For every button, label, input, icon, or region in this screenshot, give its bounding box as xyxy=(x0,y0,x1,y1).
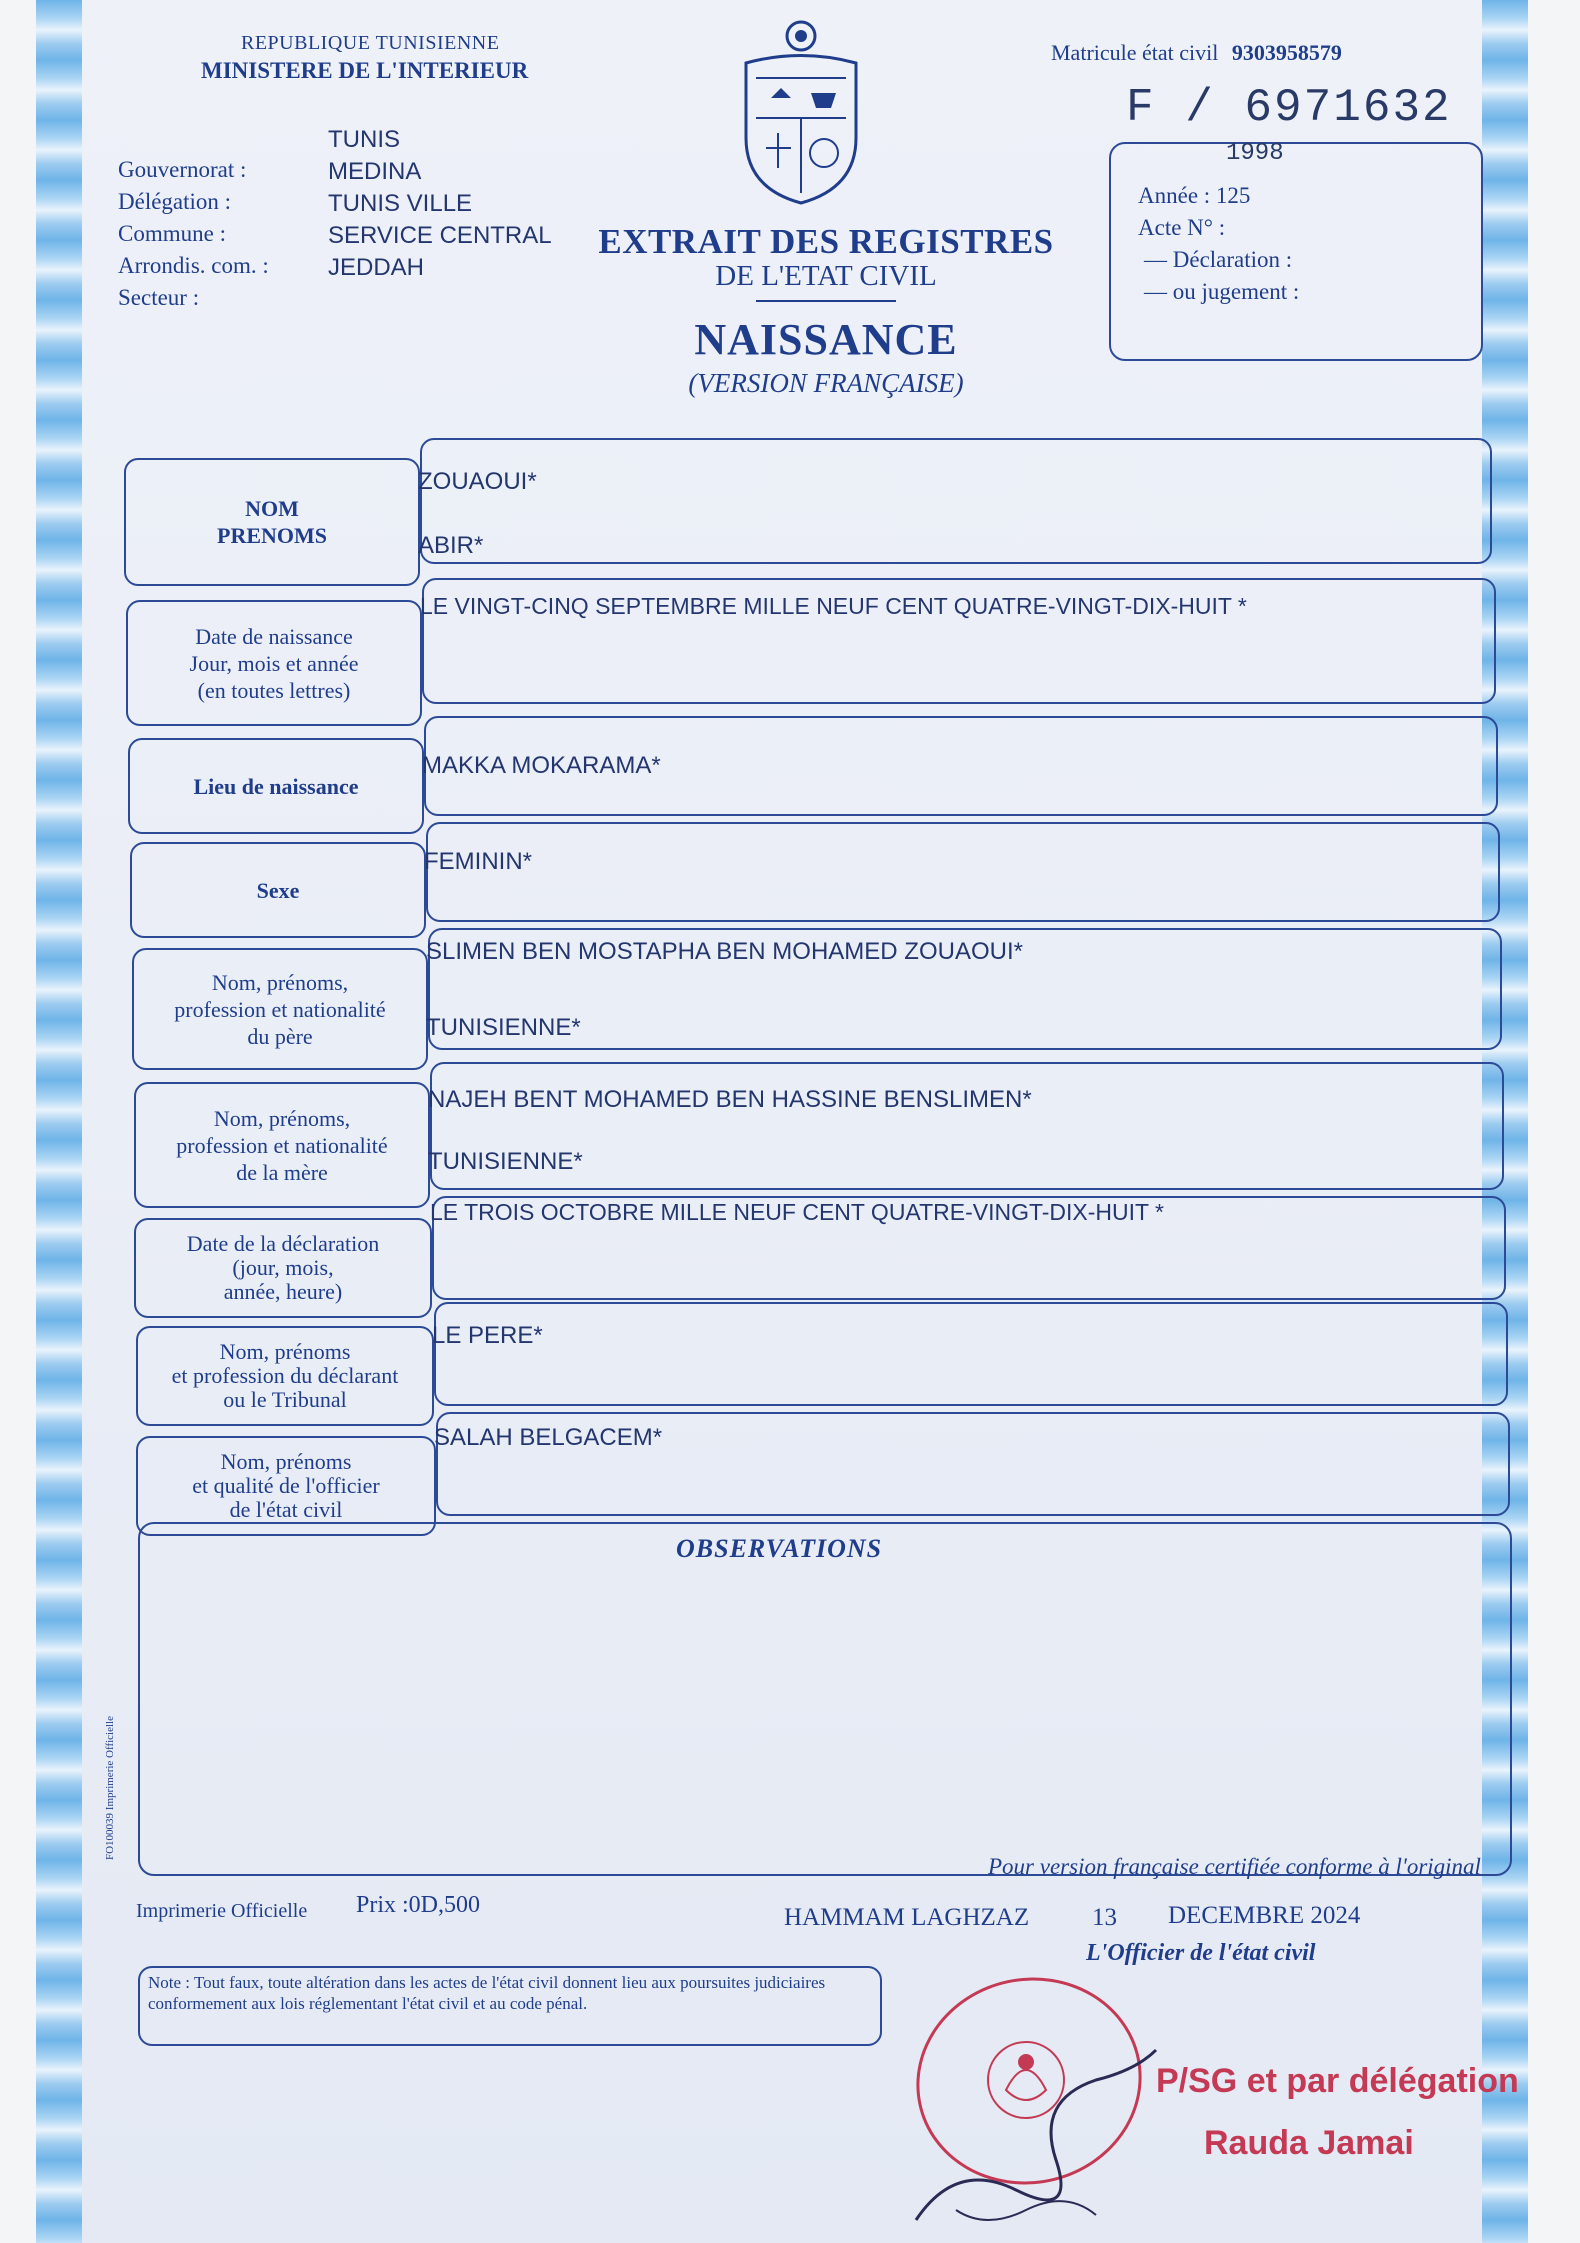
title-version: (VERSION FRANÇAISE) xyxy=(688,368,964,398)
note-text: Note : Tout faux, toute altération dans les actes de l'état civil donnent lieu aux poursuites judiciaires conformement aux lois réglementant l'état civil et au code pénal. xyxy=(148,1973,826,2013)
title-line1: EXTRAIT DES REGISTRES xyxy=(598,222,1054,261)
label-mere: Nom, prénoms, profession et nationalité de la mère xyxy=(134,1082,430,1208)
admin-values xyxy=(328,124,552,284)
label-date-declaration: Date de la déclaration (jour, mois, année, heure) xyxy=(134,1218,432,1318)
side-print-code: FO100039 Imprimerie Officielle xyxy=(104,1716,116,1860)
label-secteur: Secteur : xyxy=(118,285,200,310)
coat-of-arms-icon xyxy=(736,18,866,208)
serial-number: F / 6971632 xyxy=(1126,82,1452,134)
value-commune: TUNIS VILLE xyxy=(328,190,473,217)
signature-scribble-icon xyxy=(896,2040,1196,2240)
matricule xyxy=(1051,40,1342,66)
value-mere-nationalite: TUNISIENNE* xyxy=(428,1148,583,1175)
value-arrondissement: SERVICE CENTRAL xyxy=(328,222,552,249)
title-line2: DE L'ETAT CIVIL xyxy=(715,260,937,292)
left-security-border xyxy=(36,0,82,2243)
acte-fields xyxy=(1138,180,1299,308)
acte-number: Acte N° : xyxy=(1138,215,1226,240)
value-prenoms: ABIR* xyxy=(418,532,484,559)
value-officier: SALAH BELGACEM* xyxy=(434,1424,663,1451)
value-nom: ZOUAOUI* xyxy=(418,468,537,495)
value-date-naissance: LE VINGT-CINQ SEPTEMBRE MILLE NEUF CENT QUATRE-VINGT-DIX-HUIT * xyxy=(420,593,1247,619)
label-date-naissance: Date de naissance Jour, mois et année (en toutes lettres) xyxy=(126,600,422,726)
label-pere: Nom, prénoms, profession et nationalité du père xyxy=(132,948,428,1070)
observations-label: OBSERVATIONS xyxy=(676,1534,883,1563)
label-commune: Commune : xyxy=(118,221,226,246)
value-cell-nom-prenoms xyxy=(420,438,1492,564)
value-delegation: MEDINA xyxy=(328,158,422,185)
acte-annee: Année : 125 xyxy=(1138,183,1251,208)
certified-text: Pour version française certifiée conforme à l'original xyxy=(988,1854,1481,1879)
title-divider xyxy=(756,300,896,302)
value-cell-mere xyxy=(430,1062,1504,1190)
date-month-year: DECEMBRE 2024 xyxy=(1168,1902,1361,1929)
value-date-declaration: LE TROIS OCTOBRE MILLE NEUF CENT QUATRE-VINGT-DIX-HUIT * xyxy=(430,1199,1164,1225)
label-declarant: Nom, prénoms et profession du déclarant ou le Tribunal xyxy=(136,1326,434,1426)
value-mere-nom: NAJEH BENT MOHAMED BEN HASSINE BENSLIMEN* xyxy=(428,1086,1032,1113)
label-lieu-naissance: Lieu de naissance xyxy=(128,738,424,834)
signature-line2: Rauda Jamai xyxy=(1204,2124,1414,2162)
observations-box xyxy=(138,1522,1512,1876)
place-label: HAMMAM LAGHZAZ xyxy=(784,1904,1030,1931)
value-declarant: LE PERE* xyxy=(432,1322,543,1349)
label-gouvernorat: Gouvernorat : xyxy=(118,157,247,182)
admin-labels xyxy=(118,154,269,314)
signature-line1: P/SG et par délégation xyxy=(1156,2062,1519,2100)
value-sexe: FEMININ* xyxy=(424,848,532,875)
acte-jugement: — ou jugement : xyxy=(1144,279,1300,304)
label-nom-prenoms: NOM PRENOMS xyxy=(124,458,420,586)
value-pere-nom: SLIMEN BEN MOSTAPHA BEN MOHAMED ZOUAOUI* xyxy=(426,938,1023,965)
value-gouvernorat: TUNIS xyxy=(328,126,400,153)
value-cell-sexe xyxy=(426,822,1500,922)
officer-title: L'Officier de l'état civil xyxy=(1086,1940,1316,1966)
label-sexe: Sexe xyxy=(130,842,426,938)
value-lieu-naissance: MAKKA MOKARAMA* xyxy=(422,752,661,779)
republic-label: REPUBLIQUE TUNISIENNE xyxy=(241,32,500,54)
label-officier: Nom, prénoms et qualité de l'officier de l'état civil xyxy=(136,1436,436,1536)
value-cell-declarant xyxy=(434,1302,1508,1406)
acte-declaration: — Déclaration : xyxy=(1144,247,1293,272)
title-main: NAISSANCE xyxy=(694,315,958,364)
certificate-sheet xyxy=(36,0,1528,2243)
printer-label: Imprimerie Officielle xyxy=(136,1900,308,1922)
label-arrondissement: Arrondis. com. : xyxy=(118,253,269,278)
price-label: Prix :0D,500 xyxy=(356,1892,481,1918)
acte-year: 1998 xyxy=(1226,140,1284,167)
date-day: 13 xyxy=(1092,1904,1117,1931)
label-delegation: Délégation : xyxy=(118,189,232,214)
value-secteur: JEDDAH xyxy=(328,254,425,281)
ministry-label: MINISTERE DE L'INTERIEUR xyxy=(201,58,529,83)
matricule-label: Matricule état civil xyxy=(1051,40,1219,65)
matricule-value: 9303958579 xyxy=(1231,40,1342,65)
value-pere-nationalite: TUNISIENNE* xyxy=(426,1014,581,1041)
